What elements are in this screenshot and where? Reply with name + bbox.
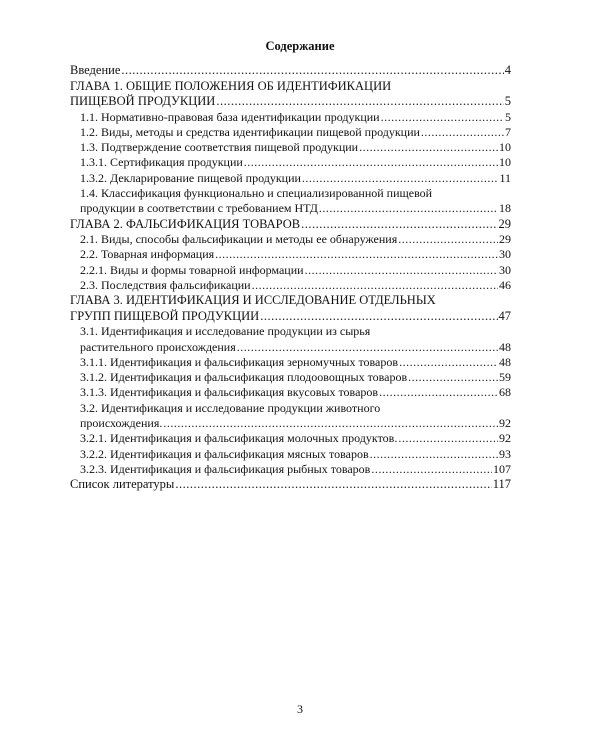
toc-entry-page: 5: [504, 94, 511, 108]
toc-entry-page: 29: [499, 232, 511, 247]
toc-entry-page: 7: [505, 124, 511, 139]
toc-entry-page: 46: [499, 277, 511, 292]
dot-leader: [216, 94, 503, 110]
dot-leader: [398, 232, 498, 247]
toc-entry-page: 11: [499, 170, 511, 185]
toc-entry-page: 92: [499, 416, 511, 431]
toc-entry-line: [80, 355, 511, 370]
toc-entry-page: 48: [499, 354, 511, 369]
dot-leader: [121, 63, 503, 79]
toc-entry: [70, 79, 511, 110]
toc-entry-text: продукции в соответствии с требованием НТД: [80, 201, 318, 216]
toc-entry-page: 93: [499, 446, 511, 461]
toc-entry-text: ГРУПП ПИЩЕВОЙ ПРОДУКЦИИ: [70, 308, 260, 323]
toc-entry: [70, 263, 511, 278]
toc-entry-line: [80, 155, 511, 170]
dot-leader: [319, 201, 498, 216]
page-number: 3: [297, 702, 303, 716]
toc-entry-text: происхождения.: [80, 416, 163, 431]
table-of-contents: [70, 63, 511, 493]
dot-leader: [163, 416, 498, 431]
toc-entry-page: 47: [498, 308, 511, 323]
toc-entry-line: [80, 201, 511, 216]
dot-leader: [302, 171, 499, 186]
toc-entry: [70, 186, 511, 217]
dot-leader: [371, 462, 492, 477]
toc-entry-line: [80, 232, 511, 247]
toc-entry-text: 3.1.3. Идентификация и фальсификация вкусовых товаров: [80, 385, 379, 400]
toc-entry: [70, 247, 511, 262]
toc-entry: [70, 232, 511, 247]
toc-entry-line: [80, 110, 511, 125]
dot-leader: [215, 247, 498, 262]
toc-entry-line: [70, 217, 511, 233]
dot-leader: [359, 140, 498, 155]
dot-leader: [379, 385, 498, 400]
toc-entry-line: [80, 340, 511, 355]
toc-entry-text: растительного происхождения: [80, 339, 236, 354]
dot-leader: [408, 370, 498, 385]
toc-entry-text: 3.2.1. Идентификация и фальсификация молочных продуктов.: [80, 431, 398, 446]
toc-entry-page: 29: [498, 216, 511, 231]
toc-entry-text: 3.1.2. Идентификация и фальсификация плодоовощных товаров: [80, 370, 408, 385]
toc-title: Содержание: [265, 39, 335, 53]
toc-entry-text: 1.1. Нормативно-правовая база идентификации продукции: [80, 109, 380, 124]
toc-entry-line: [80, 171, 511, 186]
toc-entry-page: 18: [499, 201, 511, 216]
toc-entry-page: 30: [499, 262, 511, 277]
toc-entry-text: Список литературы: [70, 477, 175, 492]
toc-entry-page: 59: [499, 370, 511, 385]
toc-entry-text: 3.2. Идентификация и исследование продукции животного: [80, 400, 381, 415]
toc-entry-text: ГЛАВА 2. ФАЛЬСИФИКАЦИЯ ТОВАРОВ: [70, 216, 301, 231]
dot-leader: [370, 447, 498, 462]
toc-entry-line: [80, 447, 511, 462]
toc-entry-text: 1.2. Виды, методы и средства идентификации пищевой продукции: [80, 124, 420, 139]
toc-entry: [70, 125, 511, 140]
toc-entry: [70, 477, 511, 493]
toc-entry-text: ПИЩЕВОЙ ПРОДУКЦИИ: [70, 94, 216, 108]
toc-entry: [70, 293, 511, 324]
toc-entry-line: [80, 462, 511, 477]
dot-leader: [237, 340, 498, 355]
dot-leader: [301, 217, 497, 233]
toc-entry: [70, 401, 511, 432]
toc-entry-text: 1.3. Подтверждение соответствия пищевой продукции: [80, 140, 359, 155]
dot-leader: [305, 263, 498, 278]
toc-entry-line: [70, 477, 511, 493]
toc-entry-line: [70, 63, 511, 79]
toc-entry-text: 2.2.1. Виды и формы товарной информации: [80, 262, 304, 277]
toc-entry-line: [80, 125, 511, 140]
toc-entry: [70, 171, 511, 186]
toc-entry-line: [80, 385, 511, 400]
toc-entry-text: 2.2. Товарная информация: [80, 247, 215, 262]
toc-entry-page: 10: [499, 155, 511, 170]
toc-entry-line: [80, 278, 511, 293]
toc-entry-page: 48: [499, 339, 511, 354]
toc-entry: [70, 431, 511, 446]
toc-entry: [70, 217, 511, 233]
toc-entry-line: [80, 140, 511, 155]
toc-entry-line: [80, 263, 511, 278]
dot-leader: [252, 278, 498, 293]
toc-entry-page: 4: [504, 63, 511, 77]
toc-entry: [70, 355, 511, 370]
toc-entry-text: 1.4. Классификация функционально и специализированной пищевой: [80, 185, 433, 200]
dot-leader: [398, 431, 498, 446]
toc-entry-text: ГЛАВА 1. ОБЩИЕ ПОЛОЖЕНИЯ ОБ ИДЕНТИФИКАЦИИ: [70, 78, 392, 93]
toc-entry: [70, 140, 511, 155]
toc-entry-page: 30: [499, 247, 511, 262]
dot-leader: [399, 355, 498, 370]
toc-entry-text: Введение: [70, 63, 121, 77]
dot-leader: [260, 309, 497, 325]
toc-entry: [70, 110, 511, 125]
toc-entry-page: 5: [505, 109, 511, 124]
dot-leader: [244, 155, 498, 170]
toc-entry: [70, 385, 511, 400]
toc-entry-text: 1.3.1. Сертификация продукции: [80, 155, 243, 170]
toc-entry-page: 117: [492, 477, 511, 492]
toc-entry-text: 3.2.2. Идентификация и фальсификация мясных товаров: [80, 446, 369, 461]
toc-entry-line: [80, 370, 511, 385]
dot-leader: [175, 477, 491, 493]
toc-entry-page: 92: [499, 431, 511, 446]
toc-entry: [70, 278, 511, 293]
toc-entry: [70, 462, 511, 477]
dot-leader: [421, 125, 504, 140]
toc-entry: [70, 447, 511, 462]
toc-entry: [70, 155, 511, 170]
toc-entry-text: 3.2.3. Идентификация и фальсификация рыбных товаров: [80, 461, 371, 476]
toc-entry-line: [80, 416, 511, 431]
toc-entry-text: 3.1.1. Идентификация и фальсификация зерномучных товаров: [80, 354, 399, 369]
toc-entry: [70, 370, 511, 385]
toc-entry-line: [80, 247, 511, 262]
dot-leader: [381, 110, 504, 125]
toc-entry-line: [80, 431, 511, 446]
toc-entry-line: [70, 94, 511, 110]
toc-entry-page: 107: [493, 461, 511, 476]
toc-entry-text: ГЛАВА 3. ИДЕНТИФИКАЦИЯ И ИССЛЕДОВАНИЕ ОТДЕЛЬНЫХ: [70, 293, 436, 308]
toc-entry: [70, 324, 511, 355]
toc-entry-text: 2.1. Виды, способы фальсификации и методы ее обнаружения: [80, 232, 398, 247]
toc-entry-page: 10: [499, 140, 511, 155]
toc-entry: [70, 63, 511, 79]
toc-entry-text: 1.3.2. Декларирование пищевой продукции: [80, 170, 301, 185]
toc-entry-text: 3.1. Идентификация и исследование продукции из сырья: [80, 324, 371, 339]
toc-entry-page: 68: [499, 385, 511, 400]
toc-entry-line: [70, 309, 511, 325]
toc-entry-text: 2.3. Последствия фальсификации: [80, 277, 251, 292]
